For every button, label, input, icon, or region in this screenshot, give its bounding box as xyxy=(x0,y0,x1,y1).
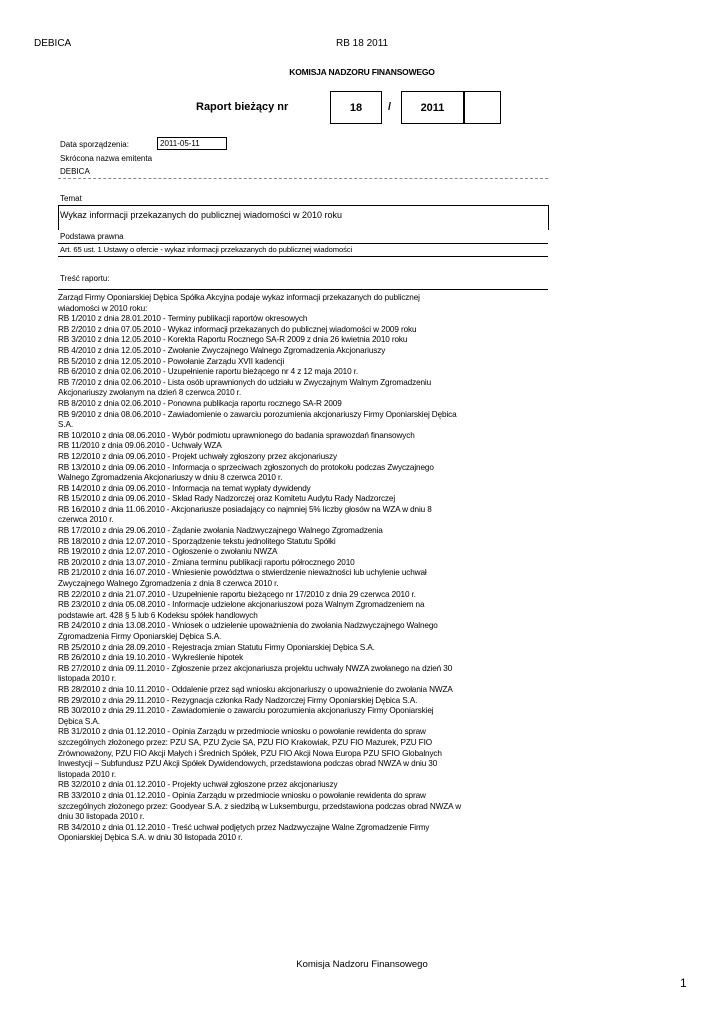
content-line: RB 1/2010 z dnia 28.01.2010 - Terminy publikacji raportów okresowych xyxy=(58,314,308,324)
report-content xyxy=(58,293,548,844)
legal-top-rule xyxy=(58,243,548,244)
content-line: RB 10/2010 z dnia 08.06.2010 - Wybór podmiotu uprawnionego do badania sprawozdań finansowych xyxy=(58,430,415,440)
subject-left-rule xyxy=(58,205,59,230)
legal-bottom-rule xyxy=(58,256,548,257)
content-line: RB 33/2010 z dnia 01.12.2010 - Opinia Zarządu w przedmiocie wniosku o powołanie rewidenta do spraw xyxy=(58,790,426,800)
content-line: RB 13/2010 z dnia 09.06.2010 - Informacja o sprzeciwach zgłoszonych do protokołu podczas Zwyczajnego xyxy=(58,462,434,472)
content-line: RB 21/2010 z dnia 16.07.2010 - Wniesienie powództwa o stwierdzenie nieważności lub uchylenie uchwał xyxy=(58,568,427,578)
content-line: RB 28/2010 z dnia 10.11.2010 - Oddalenie przez sąd wniosku akcjonariuszy o upoważnienie do zwołania NWZA xyxy=(58,684,453,694)
content-line: dniu 30 listopada 2010 r. xyxy=(58,812,145,822)
header-report-id: RB 18 2011 xyxy=(336,38,389,49)
document-title: KOMISJA NADZORU FINANSOWEGO xyxy=(289,67,435,77)
content-line: RB 17/2010 z dnia 29.06.2010 - Żądanie zwołania Nadzwyczajnego Walnego Zgromadzenia xyxy=(58,526,383,536)
content-line: Walnego Zgromadzenia Akcjonariuszy w dniu 8 czerwca 2010 r. xyxy=(58,473,283,483)
content-line: szczególnych złożonego przez: Goodyear S.A. z siedzibą w Luksemburgu, przedstawiona podczas obrad NWZA w xyxy=(58,801,462,811)
content-line: RB 25/2010 z dnia 28.09.2010 - Rejestracja zmian Statutu Firmy Oponiarskiej Dębica S.A. xyxy=(58,642,375,652)
content-line: RB 8/2010 z dnia 02.06.2010 - Ponowna publikacja raportu rocznego SA-R 2009 xyxy=(58,398,342,408)
report-separator: / xyxy=(388,101,392,113)
issuer-value: DEBICA xyxy=(60,167,90,176)
content-line: RB 15/2010 z dnia 09.06.2010 - Skład Rady Nadzorczej oraz Komitetu Audytu Rady Nadzorczej xyxy=(58,494,396,504)
content-line: RB 9/2010 z dnia 08.06.2010 - Zawiadomienie o zawarciu porozumienia akcjonariuszy Firmy Oponiarskiej Dębica xyxy=(58,409,457,419)
legal-value: Art. 65 ust. 1 Ustawy o ofercie - wykaz informacji przekazanych do publicznej wiadomości xyxy=(60,245,353,254)
content-line: RB 23/2010 z dnia 05.08.2010 - Informacje udzielone akcjonariuszowi poza Walnym Zgromadzeniem na xyxy=(58,600,425,610)
content-line: RB 29/2010 z dnia 29.11.2010 - Rezygnacja członka Rady Nadzorczej Firmy Oponiarskiej Dębica S.A. xyxy=(58,695,418,705)
content-line: Inwestycji – Subfundusz PZU Akcji Spółek Dywidendowych, przedstawiona podczas obrad NWZA w dniu 30 xyxy=(58,759,438,769)
content-line: RB 30/2010 z dnia 29.11.2010 - Zawiadomienie o zawarciu porozumienia akcjonariuszy Firmy Oponiarskiej xyxy=(58,706,434,716)
content-line: szczególnych złożonego przez: PZU SA, PZU Życie SA, PZU FIO Krakowiak, PZU FIO Mazurek, PZU FIO xyxy=(58,737,432,747)
date-label: Data sporządzenia: xyxy=(60,140,129,149)
content-top-rule xyxy=(58,289,548,290)
legal-label: Podstawa prawna xyxy=(60,232,124,241)
issuer-label: Skrócona nazwa emitenta xyxy=(60,154,153,163)
report-number-box: 18 xyxy=(330,91,382,124)
content-line: Zwyczajnego Walnego Zgromadzenia z dnia 8 czerwca 2010 r. xyxy=(58,579,279,589)
issuer-divider xyxy=(58,178,548,179)
content-line: S.A. xyxy=(58,420,73,430)
content-line: RB 4/2010 z dnia 12.05.2010 - Zwołanie Zwyczajnego Walnego Zgromadzenia Akcjonariuszy xyxy=(58,345,386,355)
content-label: Treść raportu: xyxy=(60,274,110,283)
content-line: RB 3/2010 z dnia 12.05.2010 - Korekta Raportu Rocznego SA-R 2009 z dnia 26 kwietnia 2010 roku xyxy=(58,335,408,345)
page-number: 1 xyxy=(680,976,687,990)
content-line: Oponiarskiej Dębica S.A. w dniu 30 listopada 2010 r. xyxy=(58,833,243,843)
content-line: RB 6/2010 z dnia 02.06.2010 - Uzupełnienie raportu bieżącego nr 4 z 12 maja 2010 r. xyxy=(58,367,359,377)
content-line: wiadomości w 2010 roku: xyxy=(58,303,148,313)
content-line: RB 26/2010 z dnia 19.10.2010 - Wykreślenie hipotek xyxy=(58,653,244,663)
content-line: listopada 2010 r. xyxy=(58,674,117,684)
subject-value: Wykaz informacji przekazanych do publicznej wiadomości w 2010 roku xyxy=(60,210,343,220)
content-line: RB 32/2010 z dnia 01.12.2010 - Projekty uchwał zgłoszone przez akcjonariuszy xyxy=(58,780,338,790)
header-issuer: DEBICA xyxy=(34,38,72,49)
content-line: RB 34/2010 z dnia 01.12.2010 - Treść uchwał podjętych przez Nadzwyczajne Walne Zgromadzenie Firmy xyxy=(58,822,430,832)
content-line: Zarząd Firmy Oponiarskiej Dębica Spółka Akcyjna podaje wykaz informacji przekazanych do publicznej xyxy=(58,293,420,302)
content-line: Zgromadzenia Firmy Oponiarskiej Dębica S.A. xyxy=(58,632,222,641)
report-extra-box xyxy=(464,91,501,124)
content-line: Dębica S.A. xyxy=(58,716,100,726)
content-line: RB 7/2010 z dnia 02.06.2010 - Lista osób uprawnionych do udziału w Zwyczajnym Walnym Zgromadzeniu xyxy=(58,377,432,387)
subject-top-rule xyxy=(58,205,548,206)
content-line: Zrównoważony, PZU FIO Akcji Małych i Średnich Spółek, PZU FIO Akcji Nowa Europa PZU SFIO Globalnych xyxy=(58,748,442,758)
subject-label: Temat xyxy=(60,194,82,203)
content-line: RB 31/2010 z dnia 01.12.2010 - Opinia Zarządu w przedmiocie wniosku o powołanie rewidenta do spraw xyxy=(58,727,426,737)
content-line: RB 18/2010 z dnia 12.07.2010 - Sporządzenie tekstu jednolitego Statutu Spółki xyxy=(58,536,336,546)
content-line: RB 19/2010 z dnia 12.07.2010 - Ogłoszenie o zwołaniu NWZA xyxy=(58,547,278,557)
content-line: RB 22/2010 z dnia 21.07.2010 - Uzupełnienie raportu bieżącego nr 17/2010 z dnia 29 czerwca 2010 r. xyxy=(58,589,416,599)
content-line: RB 11/2010 z dnia 09.06.2010 - Uchwały WZA xyxy=(58,441,222,451)
content-line: RB 27/2010 z dnia 09.11.2010 - Zgłoszenie przez akcjonariusza projektu uchwały NWZA zwołanego na dzień 30 xyxy=(58,663,453,673)
content-line: RB 24/2010 z dnia 13.08.2010 - Wniosek o udzielenie upoważnienia do zwołania Nadzwyczajnego Walnego xyxy=(58,621,438,631)
content-line: RB 16/2010 z dnia 11.06.2010 - Akcjonariusze posiadający co najmniej 5% liczby głosów na WZA w dniu 8 xyxy=(58,504,432,514)
report-label: Raport bieżący nr xyxy=(196,101,289,113)
content-line: RB 14/2010 z dnia 09.06.2010 - Informacja na temat wypłaty dywidendy xyxy=(58,483,311,493)
content-line: czerwca 2010 r. xyxy=(58,515,114,525)
date-value: 2011-05-11 xyxy=(157,137,227,150)
report-year-box: 2011 xyxy=(401,91,464,124)
subject-right-rule xyxy=(548,205,549,230)
content-line: podstawie art. 428 § 5 lub 6 Kodeksu spółek handlowych xyxy=(58,610,258,620)
content-line: listopada 2010 r. xyxy=(58,769,117,779)
content-line: RB 20/2010 z dnia 13.07.2010 - Zmiana terminu publikacji raportu półrocznego 2010 xyxy=(58,557,355,567)
footer-label: Komisja Nadzoru Finansowego xyxy=(296,959,428,970)
content-line: RB 12/2010 z dnia 09.06.2010 - Projekt uchwały zgłoszony przez akcjonariuszy xyxy=(58,451,337,461)
content-line: RB 2/2010 z dnia 07.05.2010 - Wykaz informacji przekazanych do publicznej wiadomości w 2009 roku xyxy=(58,324,417,334)
content-line: RB 5/2010 z dnia 12.05.2010 - Powołanie Zarządu XVII kadencji xyxy=(58,356,285,366)
content-line: Akcjonariuszy zwołanym na dzień 8 czerwca 2010 r. xyxy=(58,388,241,398)
